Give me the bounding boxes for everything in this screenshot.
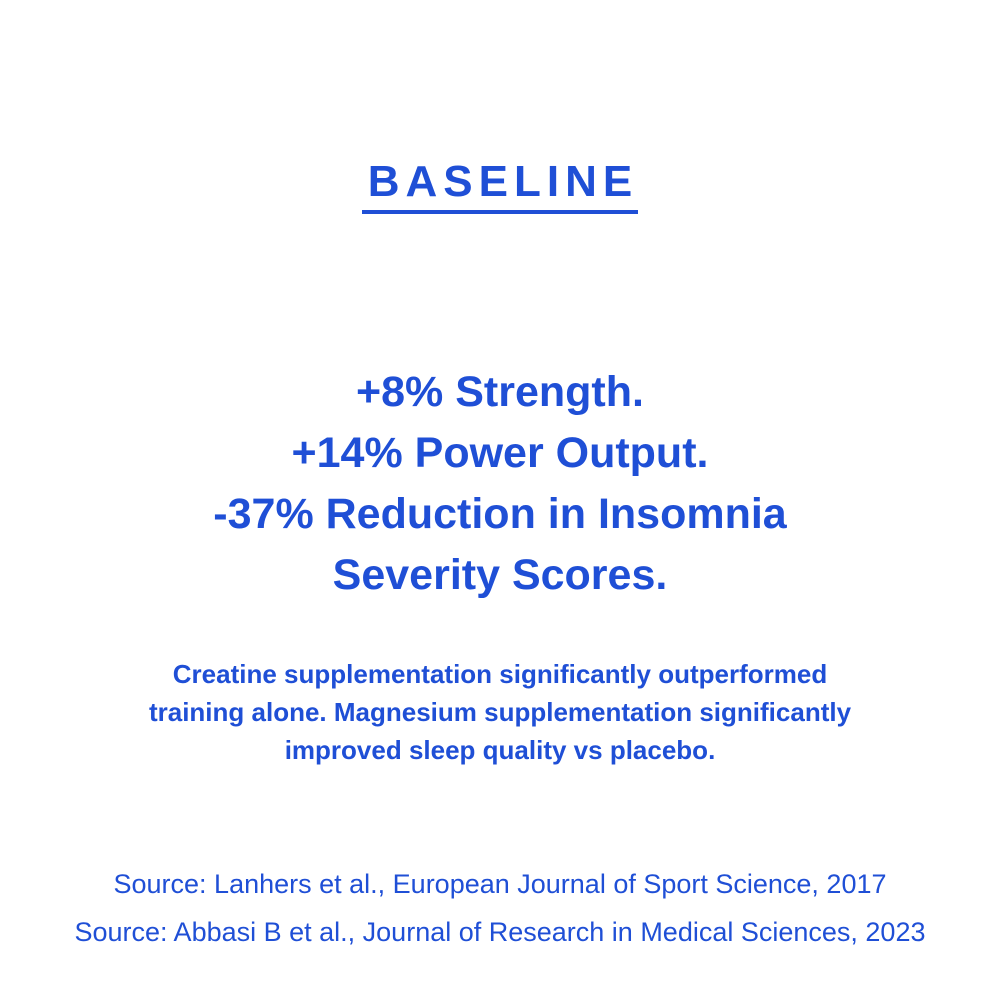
summary-line: Creatine supplementation significantly outperformed xyxy=(172,659,828,689)
source-citations xyxy=(0,860,1000,956)
headline-line-insomnia: -37% Reduction in Insomnia xyxy=(213,490,787,538)
source-citation-abbasi: Source: Abbasi B et al., Journal of Research in Medical Sciences, 2023 xyxy=(74,917,926,947)
headline-line-strength: +8% Strength. xyxy=(356,368,644,416)
source-citation-lanhers: Source: Lanhers et al., European Journal of Sport Science, 2017 xyxy=(113,869,887,899)
headline-stats xyxy=(0,362,1000,606)
headline-line-power: +14% Power Output. xyxy=(291,429,709,477)
summary-line: training alone. Magnesium supplementation significantly xyxy=(148,697,852,727)
brand-logo-text: BASELINE xyxy=(362,156,638,214)
brand-header xyxy=(0,156,1000,214)
headline-line-severity: Severity Scores. xyxy=(332,551,668,599)
summary-text xyxy=(0,655,1000,769)
summary-line: improved sleep quality vs placebo. xyxy=(284,735,716,765)
